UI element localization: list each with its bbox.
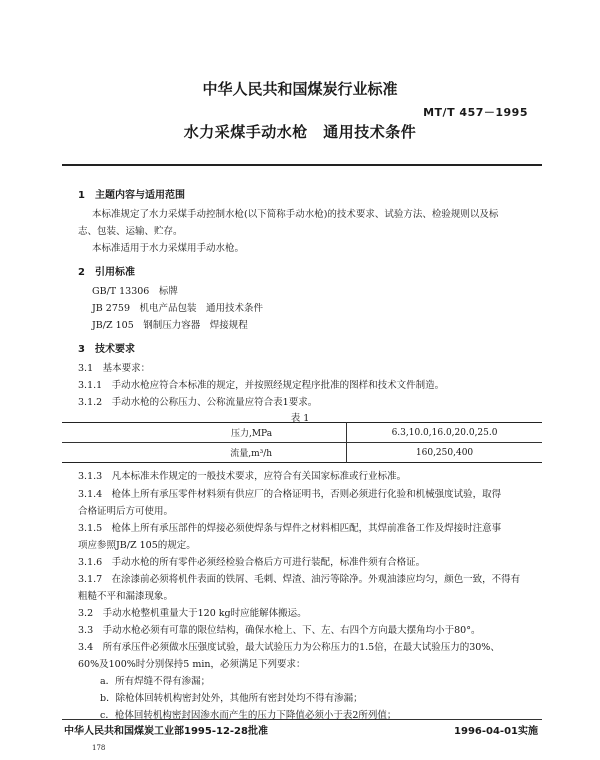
list-item-c: c．枪体回转机构密封因渗水而产生的压力下降值必须小于表2所列值； — [100, 710, 397, 721]
clause-3-4-line-2: 60%及100%时分别保持5 min，必须满足下列要求： — [78, 659, 306, 670]
table-cell-label: 压力,MPa — [230, 429, 273, 439]
clause-3-1-4-line-1: 3.1.4 枪体上所有承压零件材料须有供应厂的合格证明书，否则必须进行化验和机械强度试验，取得 — [78, 489, 502, 500]
list-item-a: a．所有焊缝不得有渗漏； — [100, 676, 211, 687]
section-1-heading: 1 主题内容与适用范围 — [78, 190, 185, 201]
reference-item: JB 2759 机电产品包装 通用技术条件 — [92, 303, 263, 314]
clause-3-1-7-line-2: 粗糙不平和漏漆现象。 — [78, 591, 174, 602]
table-1 — [62, 422, 542, 463]
section-3-heading: 3 技术要求 — [78, 344, 135, 355]
clause-3-1-6: 3.1.6 手动水枪的所有零件必须经检验合格后方可进行装配，标准件须有合格证。 — [78, 557, 426, 568]
clause-3-1-3: 3.1.3 凡本标准未作规定的一般技术要求，应符合有关国家标准或行业标准。 — [78, 471, 407, 482]
clause-3-1-7-line-1: 3.1.7 在涂漆前必须将机件表面的铁屑、毛刺、焊渣、油污等除净。外观油漆应均匀，颜色一致，不得有 — [78, 574, 521, 585]
footer-rule — [62, 719, 542, 720]
table-row — [62, 423, 542, 443]
clause-3-1-5-line-2: 项应参照JB/Z 105的规定。 — [78, 540, 196, 551]
section-1-para-1-line-1: 本标准规定了水力采煤手动控制水枪(以下简称手动水枪)的技术要求、试验方法、检验规则以及标 — [92, 209, 499, 220]
reference-item: GB/T 13306 标牌 — [92, 286, 178, 297]
table-cell-value: 6.3,10.0,16.0,20.0,25.0 — [347, 423, 542, 443]
section-1-para-2: 本标准适用于水力采煤用手动水枪。 — [92, 243, 245, 254]
table-cell-label: 流量,m³/h — [230, 449, 273, 459]
clause-3-4-line-1: 3.4 所有承压件必须做水压强度试验，最大试验压力为公称压力的1.5倍，在最大试验压力的30%、 — [78, 642, 500, 653]
table-row — [62, 443, 542, 463]
table-1-caption: 表 1 — [290, 413, 310, 424]
section-2-heading: 2 引用标准 — [78, 267, 135, 278]
page-number: 178 — [92, 744, 106, 752]
clause-3-1: 3.1 基本要求： — [78, 363, 151, 374]
clause-3-3: 3.3 手动水枪必须有可靠的限位结构，确保水枪上、下、左、右四个方向最大摆角均小于80°。 — [78, 625, 481, 636]
section-1-para-1-line-2: 志、包装、运输、贮存。 — [78, 226, 183, 237]
clause-3-1-4-line-2: 合格证明后方可使用。 — [78, 506, 174, 517]
list-item-b: b．除枪体回转机构密封处外，其他所有密封处均不得有渗漏； — [100, 693, 363, 704]
clause-3-2: 3.2 手动水枪整机重量大于120 kg时应能解体搬运。 — [78, 608, 307, 619]
header-rule — [62, 164, 542, 166]
reference-item: JB/Z 105 钢制压力容器 焊接规程 — [92, 320, 248, 331]
standard-code: MT/T 457－1995 — [423, 106, 528, 119]
clause-3-1-1: 3.1.1 手动水枪应符合本标准的规定，并按照经规定程序批准的图样和技术文件制造。 — [78, 380, 445, 391]
approval-line: 中华人民共和国煤炭工业部1995-12-28批准 — [64, 726, 268, 737]
clause-3-1-5-line-1: 3.1.5 枪体上所有承压部件的焊接必须使焊条与焊件之材料相匹配，其焊前准备工作及焊接时注意事 — [78, 523, 502, 534]
table-cell-value: 160,250,400 — [347, 443, 542, 463]
document-title: 水力采煤手动水枪 通用技术条件 — [183, 123, 417, 141]
effective-date: 1996-04-01实施 — [454, 726, 538, 737]
issuing-body-title: 中华人民共和国煤炭行业标准 — [202, 80, 398, 98]
clause-3-1-2: 3.1.2 手动水枪的公称压力、公称流量应符合表1要求。 — [78, 397, 318, 408]
